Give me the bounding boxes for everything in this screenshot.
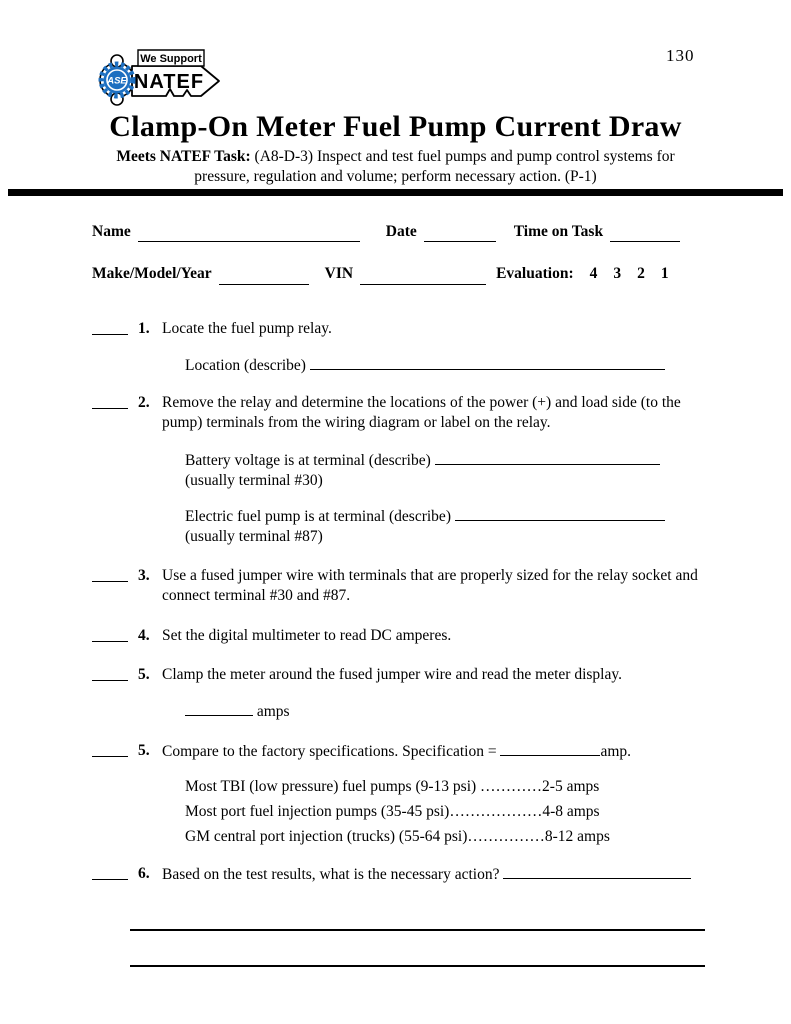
step-2-check-blank <box>92 393 128 409</box>
specification-label: Compare to the factory specifications. Specification = <box>162 742 497 760</box>
natef-task-line <box>90 147 702 188</box>
amps-blank <box>185 701 253 716</box>
name-label: Name <box>92 223 131 240</box>
name-blank <box>138 227 360 242</box>
location-blank <box>310 355 665 370</box>
step-6-check-blank <box>92 864 128 880</box>
answer-line-2 <box>130 965 705 967</box>
evaluation-label: Evaluation: <box>496 265 574 283</box>
step-3 <box>92 566 706 607</box>
amps-field <box>92 701 706 722</box>
location-label: Location (describe) <box>185 357 306 375</box>
date-label: Date <box>385 223 417 240</box>
step-5-compare <box>92 741 706 762</box>
specification-suffix: amp. <box>600 742 631 760</box>
vehicle-row <box>92 264 706 284</box>
task-text: (A8-D-3) Inspect and test fuel pumps and pump control systems for pressure, regulation and volume; perform necessary action. (P-1) <box>194 148 675 186</box>
vin-label: VIN <box>324 265 354 283</box>
answer-line-1 <box>130 929 705 931</box>
battery-terminal-field <box>92 450 706 492</box>
step-4-number: 4. <box>138 627 150 645</box>
step-6 <box>92 864 706 885</box>
necessary-action-label: Based on the test results, what is the necessary action? <box>162 865 500 883</box>
spec-line-port: Most port fuel injection pumps (35-45 psi)………………4-8 amps <box>185 803 600 821</box>
pump-terminal-field <box>92 506 706 548</box>
step-2-number: 2. <box>138 393 150 411</box>
evaluation-score-2: 2 <box>637 265 645 283</box>
vin-blank <box>360 270 486 285</box>
pump-terminal-blank <box>455 506 665 521</box>
battery-terminal-note: (usually terminal #30) <box>185 472 323 490</box>
step-3-number: 3. <box>138 566 150 584</box>
pump-terminal-label: Electric fuel pump is at terminal (describe) <box>185 507 451 525</box>
evaluation-score-3: 3 <box>613 265 622 283</box>
necessary-action-blank <box>503 864 691 879</box>
step-5-text: Clamp the meter around the fused jumper wire and read the meter display. <box>162 665 622 683</box>
make-model-year-label: Make/Model/Year <box>92 265 212 283</box>
step-5-number: 5. <box>138 665 150 683</box>
logo-support-text: We Support <box>140 53 202 65</box>
key-icon <box>92 42 234 108</box>
step-1-number: 1. <box>138 319 150 337</box>
step-1 <box>92 319 706 339</box>
spec-line-gm: GM central port injection (trucks) (55-64 psi)……………8-12 amps <box>185 828 610 846</box>
step-4 <box>92 626 706 646</box>
time-on-task-blank <box>610 227 680 242</box>
step-3-check-blank <box>92 566 128 582</box>
step-2 <box>92 393 706 434</box>
pump-terminal-note: (usually terminal #87) <box>185 528 323 546</box>
step-6-number: 6. <box>138 864 150 882</box>
step-3-text: Use a fused jumper wire with terminals that are properly sized for the relay socket and connect terminal #30 and #87. <box>162 566 698 604</box>
step-2-text: Remove the relay and determine the locations of the power (+) and load side (to the pump) terminals from the wiring diagram or label on the relay. <box>162 393 681 432</box>
page-title: Clamp-On Meter Fuel Pump Current Draw <box>109 110 682 143</box>
specification-blank <box>500 741 600 756</box>
logo-ase-text: ASE <box>107 75 127 87</box>
spec-line-tbi: Most TBI (low pressure) fuel pumps (9-13 psi) …………2-5 amps <box>185 778 600 796</box>
name-date-row <box>92 222 706 242</box>
evaluation-score-4: 4 <box>589 265 598 283</box>
step-5-check-blank <box>92 665 128 681</box>
step-1-text: Locate the fuel pump relay. <box>162 319 332 337</box>
amps-label: amps <box>256 703 290 721</box>
task-label: Meets NATEF Task: <box>116 148 251 165</box>
step-5 <box>92 665 706 685</box>
step-5-compare-check-blank <box>92 741 128 757</box>
step-5-compare-number: 5. <box>138 741 150 759</box>
make-model-year-blank <box>219 270 309 285</box>
title-block <box>0 110 791 188</box>
logo-natef-text: NATEF <box>133 71 205 93</box>
step-4-check-blank <box>92 626 128 642</box>
battery-terminal-label: Battery voltage is at terminal (describe) <box>185 451 431 469</box>
step-4-text: Set the digital multimeter to read DC amperes. <box>162 627 452 645</box>
page-number: 130 <box>666 46 695 65</box>
specification-table <box>92 774 706 849</box>
divider-rule <box>8 189 783 196</box>
time-on-task-label: Time on Task <box>513 223 604 240</box>
worksheet-body <box>92 216 706 967</box>
date-blank <box>424 227 496 242</box>
evaluation-score-1: 1 <box>660 265 669 283</box>
step-1-check-blank <box>92 319 128 335</box>
battery-terminal-blank <box>435 450 660 465</box>
step-5-compare-text <box>162 741 706 762</box>
ase-gear-icon <box>101 64 133 96</box>
step-6-text <box>162 864 706 885</box>
natef-logo <box>92 42 234 108</box>
location-field <box>92 355 706 376</box>
